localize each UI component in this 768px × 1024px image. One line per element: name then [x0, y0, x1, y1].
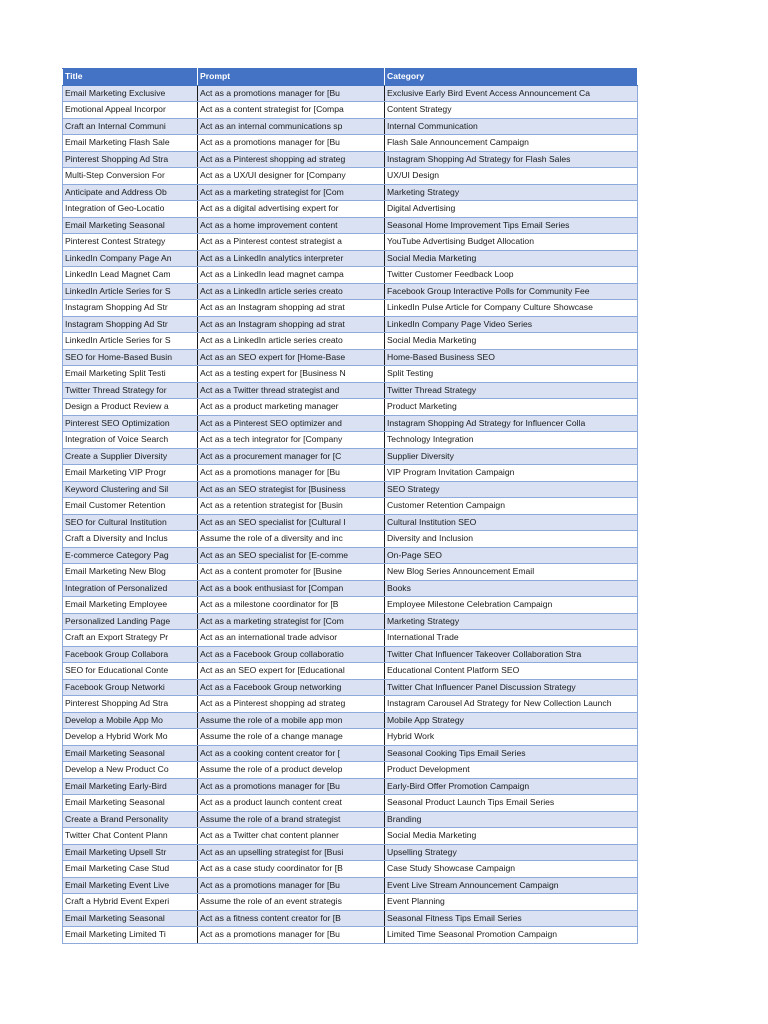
- cell-prompt[interactable]: Act as a marketing strategist for [Com: [198, 613, 385, 630]
- cell-prompt[interactable]: Act as a promotions manager for [Bu: [198, 135, 385, 152]
- cell-category[interactable]: Twitter Chat Influencer Panel Discussion Strategy: [385, 679, 638, 696]
- cell-title[interactable]: Anticipate and Address Ob: [63, 184, 198, 201]
- cell-prompt[interactable]: Act as an SEO expert for [Home-Base: [198, 349, 385, 366]
- header-category[interactable]: Category: [385, 69, 638, 86]
- table-row: [63, 85, 638, 102]
- cell-title[interactable]: Keyword Clustering and Sil: [63, 481, 198, 498]
- cell-prompt[interactable]: Act as a Pinterest shopping ad strateg: [198, 151, 385, 168]
- cell-prompt[interactable]: Act as a digital advertising expert for: [198, 201, 385, 218]
- cell-title[interactable]: Pinterest Shopping Ad Stra: [63, 151, 198, 168]
- cell-category[interactable]: Books: [385, 580, 638, 597]
- table-row: [63, 168, 638, 185]
- table-row: [63, 184, 638, 201]
- cell-title[interactable]: Integration of Voice Search: [63, 432, 198, 449]
- cell-category[interactable]: Limited Time Seasonal Promotion Campaign: [385, 927, 638, 944]
- table-row: [63, 613, 638, 630]
- table-row: [63, 712, 638, 729]
- cell-title[interactable]: Instagram Shopping Ad Str: [63, 300, 198, 317]
- cell-title[interactable]: E-commerce Category Pag: [63, 547, 198, 564]
- cell-category[interactable]: Event Live Stream Announcement Campaign: [385, 877, 638, 894]
- cell-category[interactable]: Supplier Diversity: [385, 448, 638, 465]
- cell-title[interactable]: Pinterest Contest Strategy: [63, 234, 198, 251]
- cell-title[interactable]: Twitter Chat Content Plann: [63, 828, 198, 845]
- cell-prompt[interactable]: Act as a product marketing manager: [198, 399, 385, 416]
- cell-title[interactable]: Craft an Internal Communi: [63, 118, 198, 135]
- cell-category[interactable]: Twitter Customer Feedback Loop: [385, 267, 638, 284]
- cell-title[interactable]: Email Marketing Limited Ti: [63, 927, 198, 944]
- table-row: [63, 877, 638, 894]
- cell-prompt[interactable]: Act as a home improvement content: [198, 217, 385, 234]
- cell-category[interactable]: UX/UI Design: [385, 168, 638, 185]
- cell-prompt[interactable]: Act as a promotions manager for [Bu: [198, 778, 385, 795]
- cell-title[interactable]: Email Marketing Seasonal: [63, 217, 198, 234]
- cell-prompt[interactable]: Act as a Pinterest contest strategist a: [198, 234, 385, 251]
- cell-category[interactable]: Instagram Shopping Ad Strategy for Flash Sales: [385, 151, 638, 168]
- table-row: [63, 745, 638, 762]
- cell-title[interactable]: Craft an Export Strategy Pr: [63, 630, 198, 647]
- cell-prompt[interactable]: Act as a LinkedIn article series creato: [198, 283, 385, 300]
- cell-category[interactable]: Home-Based Business SEO: [385, 349, 638, 366]
- cell-title[interactable]: Email Marketing Case Stud: [63, 861, 198, 878]
- cell-prompt[interactable]: Act as a retention strategist for [Busin: [198, 498, 385, 515]
- table-row: [63, 415, 638, 432]
- cell-category[interactable]: Instagram Shopping Ad Strategy for Influencer Colla: [385, 415, 638, 432]
- cell-prompt[interactable]: Act as a LinkedIn analytics interpreter: [198, 250, 385, 267]
- cell-category[interactable]: Mobile App Strategy: [385, 712, 638, 729]
- table-row: [63, 267, 638, 284]
- cell-prompt[interactable]: Act as a product launch content creat: [198, 795, 385, 812]
- cell-title[interactable]: Craft a Hybrid Event Experi: [63, 894, 198, 911]
- cell-category[interactable]: Digital Advertising: [385, 201, 638, 218]
- cell-title[interactable]: SEO for Cultural Institution: [63, 514, 198, 531]
- cell-prompt[interactable]: Act as a UX/UI designer for [Company: [198, 168, 385, 185]
- cell-category[interactable]: Diversity and Inclusion: [385, 531, 638, 548]
- cell-prompt[interactable]: Act as an SEO specialist for [Cultural I: [198, 514, 385, 531]
- cell-category[interactable]: Internal Communication: [385, 118, 638, 135]
- cell-category[interactable]: Instagram Carousel Ad Strategy for New Collection Launch: [385, 696, 638, 713]
- cell-prompt[interactable]: Act as a testing expert for [Business N: [198, 366, 385, 383]
- cell-title[interactable]: Email Customer Retention: [63, 498, 198, 515]
- cell-title[interactable]: Email Marketing Exclusive: [63, 85, 198, 102]
- cell-prompt[interactable]: Act as a content strategist for [Compa: [198, 102, 385, 119]
- cell-title[interactable]: LinkedIn Lead Magnet Cam: [63, 267, 198, 284]
- table-row: [63, 696, 638, 713]
- cell-title[interactable]: Emotional Appeal Incorpor: [63, 102, 198, 119]
- cell-prompt[interactable]: Act as a LinkedIn lead magnet campa: [198, 267, 385, 284]
- cell-category[interactable]: On-Page SEO: [385, 547, 638, 564]
- cell-category[interactable]: Early-Bird Offer Promotion Campaign: [385, 778, 638, 795]
- cell-prompt[interactable]: Act as an SEO strategist for [Business: [198, 481, 385, 498]
- cell-title[interactable]: LinkedIn Article Series for S: [63, 283, 198, 300]
- table-row: [63, 135, 638, 152]
- cell-title[interactable]: Pinterest SEO Optimization: [63, 415, 198, 432]
- cell-prompt[interactable]: Act as a Facebook Group networking: [198, 679, 385, 696]
- cell-prompt[interactable]: Act as a cooking content creator for [: [198, 745, 385, 762]
- cell-title[interactable]: Twitter Thread Strategy for: [63, 382, 198, 399]
- cell-prompt[interactable]: Act as a Twitter chat content planner: [198, 828, 385, 845]
- cell-prompt[interactable]: Act as an internal communications sp: [198, 118, 385, 135]
- cell-category[interactable]: SEO Strategy: [385, 481, 638, 498]
- table-row: [63, 910, 638, 927]
- table-row: [63, 861, 638, 878]
- cell-category[interactable]: YouTube Advertising Budget Allocation: [385, 234, 638, 251]
- cell-title[interactable]: Email Marketing Seasonal: [63, 745, 198, 762]
- table-row: [63, 399, 638, 416]
- cell-prompt[interactable]: Assume the role of a product develop: [198, 762, 385, 779]
- cell-title[interactable]: Email Marketing Flash Sale: [63, 135, 198, 152]
- cell-title[interactable]: Facebook Group Networki: [63, 679, 198, 696]
- cell-prompt[interactable]: Act as a fitness content creator for [B: [198, 910, 385, 927]
- table-row: [63, 597, 638, 614]
- cell-prompt[interactable]: Act as an upselling strategist for [Busi: [198, 844, 385, 861]
- cell-title[interactable]: Email Marketing VIP Progr: [63, 465, 198, 482]
- cell-category[interactable]: Social Media Marketing: [385, 333, 638, 350]
- cell-category[interactable]: Twitter Thread Strategy: [385, 382, 638, 399]
- cell-prompt[interactable]: Act as a book enthusiast for [Compan: [198, 580, 385, 597]
- cell-category[interactable]: Seasonal Cooking Tips Email Series: [385, 745, 638, 762]
- prompt-table: [62, 68, 638, 944]
- cell-category[interactable]: Social Media Marketing: [385, 828, 638, 845]
- table-row: [63, 663, 638, 680]
- cell-category[interactable]: Twitter Chat Influencer Takeover Collaboration Stra: [385, 646, 638, 663]
- cell-category[interactable]: Product Marketing: [385, 399, 638, 416]
- cell-title[interactable]: Email Marketing Split Testi: [63, 366, 198, 383]
- cell-prompt[interactable]: Assume the role of a change manage: [198, 729, 385, 746]
- cell-category[interactable]: LinkedIn Company Page Video Series: [385, 316, 638, 333]
- table-row: [63, 234, 638, 251]
- table-row: [63, 811, 638, 828]
- cell-prompt[interactable]: Act as a content promoter for [Busine: [198, 564, 385, 581]
- cell-prompt[interactable]: Assume the role of a diversity and inc: [198, 531, 385, 548]
- cell-title[interactable]: Develop a New Product Co: [63, 762, 198, 779]
- cell-title[interactable]: Integration of Geo-Locatio: [63, 201, 198, 218]
- table-row: [63, 217, 638, 234]
- cell-prompt[interactable]: Act as an Instagram shopping ad strat: [198, 300, 385, 317]
- cell-title[interactable]: Integration of Personalized: [63, 580, 198, 597]
- cell-title[interactable]: Email Marketing Event Live: [63, 877, 198, 894]
- table-row: [63, 250, 638, 267]
- cell-prompt[interactable]: Assume the role of a brand strategist: [198, 811, 385, 828]
- table-row: [63, 828, 638, 845]
- cell-title[interactable]: Multi-Step Conversion For: [63, 168, 198, 185]
- cell-prompt[interactable]: Act as a Pinterest shopping ad strateg: [198, 696, 385, 713]
- cell-category[interactable]: Split Testing: [385, 366, 638, 383]
- cell-title[interactable]: Craft a Diversity and Inclus: [63, 531, 198, 548]
- cell-category[interactable]: Event Planning: [385, 894, 638, 911]
- cell-category[interactable]: New Blog Series Announcement Email: [385, 564, 638, 581]
- cell-prompt[interactable]: Act as an Instagram shopping ad strat: [198, 316, 385, 333]
- cell-category[interactable]: Technology Integration: [385, 432, 638, 449]
- table-row: [63, 531, 638, 548]
- cell-category[interactable]: Hybrid Work: [385, 729, 638, 746]
- cell-prompt[interactable]: Act as a LinkedIn article series creato: [198, 333, 385, 350]
- cell-category[interactable]: Seasonal Home Improvement Tips Email Series: [385, 217, 638, 234]
- cell-category[interactable]: Exclusive Early Bird Event Access Announcement Ca: [385, 85, 638, 102]
- cell-category[interactable]: Marketing Strategy: [385, 613, 638, 630]
- cell-title[interactable]: Create a Brand Personality: [63, 811, 198, 828]
- cell-title[interactable]: Instagram Shopping Ad Str: [63, 316, 198, 333]
- cell-category[interactable]: Upselling Strategy: [385, 844, 638, 861]
- table-row: [63, 382, 638, 399]
- cell-category[interactable]: Seasonal Fitness Tips Email Series: [385, 910, 638, 927]
- table-row: [63, 927, 638, 944]
- cell-title[interactable]: Email Marketing Upsell Str: [63, 844, 198, 861]
- header-row: [63, 69, 638, 86]
- cell-prompt[interactable]: Act as a Pinterest SEO optimizer and: [198, 415, 385, 432]
- table-row: [63, 547, 638, 564]
- cell-prompt[interactable]: Act as a promotions manager for [Bu: [198, 927, 385, 944]
- cell-prompt[interactable]: Act as a tech integrator for [Company: [198, 432, 385, 449]
- table-row: [63, 300, 638, 317]
- cell-category[interactable]: VIP Program Invitation Campaign: [385, 465, 638, 482]
- cell-title[interactable]: Email Marketing Employee: [63, 597, 198, 614]
- table-row: [63, 151, 638, 168]
- cell-title[interactable]: Create a Supplier Diversity: [63, 448, 198, 465]
- table-row: [63, 283, 638, 300]
- cell-category[interactable]: Educational Content Platform SEO: [385, 663, 638, 680]
- header-prompt[interactable]: Prompt: [198, 69, 385, 86]
- cell-category[interactable]: Facebook Group Interactive Polls for Community Fee: [385, 283, 638, 300]
- cell-title[interactable]: SEO for Educational Conte: [63, 663, 198, 680]
- cell-prompt[interactable]: Act as a Facebook Group collaboratio: [198, 646, 385, 663]
- table-row: [63, 762, 638, 779]
- cell-category[interactable]: Cultural Institution SEO: [385, 514, 638, 531]
- cell-category[interactable]: Employee Milestone Celebration Campaign: [385, 597, 638, 614]
- cell-title[interactable]: Email Marketing Early-Bird: [63, 778, 198, 795]
- cell-category[interactable]: Content Strategy: [385, 102, 638, 119]
- cell-category[interactable]: Seasonal Product Launch Tips Email Series: [385, 795, 638, 812]
- cell-title[interactable]: SEO for Home-Based Busin: [63, 349, 198, 366]
- table-row: [63, 448, 638, 465]
- cell-prompt[interactable]: Act as a procurement manager for [C: [198, 448, 385, 465]
- cell-category[interactable]: Case Study Showcase Campaign: [385, 861, 638, 878]
- cell-title[interactable]: Design a Product Review a: [63, 399, 198, 416]
- table-row: [63, 646, 638, 663]
- cell-prompt[interactable]: Act as an SEO specialist for [E-comme: [198, 547, 385, 564]
- table-row: [63, 316, 638, 333]
- table-row: [63, 778, 638, 795]
- table-row: [63, 333, 638, 350]
- table-row: [63, 102, 638, 119]
- table-row: [63, 498, 638, 515]
- cell-category[interactable]: Product Development: [385, 762, 638, 779]
- table-row: [63, 481, 638, 498]
- table-row: [63, 844, 638, 861]
- cell-category[interactable]: International Trade: [385, 630, 638, 647]
- table-row: [63, 366, 638, 383]
- cell-category[interactable]: Customer Retention Campaign: [385, 498, 638, 515]
- table-row: [63, 894, 638, 911]
- table-body: [63, 85, 638, 943]
- cell-category[interactable]: LinkedIn Pulse Article for Company Culture Showcase: [385, 300, 638, 317]
- cell-title[interactable]: Develop a Mobile App Mo: [63, 712, 198, 729]
- cell-category[interactable]: Marketing Strategy: [385, 184, 638, 201]
- table-row: [63, 679, 638, 696]
- cell-category[interactable]: Branding: [385, 811, 638, 828]
- cell-title[interactable]: Personalized Landing Page: [63, 613, 198, 630]
- cell-prompt[interactable]: Act as a milestone coordinator for [B: [198, 597, 385, 614]
- cell-title[interactable]: Email Marketing New Blog: [63, 564, 198, 581]
- cell-prompt[interactable]: Act as a promotions manager for [Bu: [198, 85, 385, 102]
- cell-category[interactable]: Social Media Marketing: [385, 250, 638, 267]
- cell-category[interactable]: Flash Sale Announcement Campaign: [385, 135, 638, 152]
- cell-prompt[interactable]: Assume the role of an event strategis: [198, 894, 385, 911]
- table-row: [63, 514, 638, 531]
- cell-prompt[interactable]: Act as a Twitter thread strategist and: [198, 382, 385, 399]
- spreadsheet: [62, 68, 638, 944]
- table-row: [63, 349, 638, 366]
- table-row: [63, 118, 638, 135]
- table-row: [63, 580, 638, 597]
- table-row: [63, 432, 638, 449]
- cell-title[interactable]: LinkedIn Article Series for S: [63, 333, 198, 350]
- table-row: [63, 201, 638, 218]
- cell-prompt[interactable]: Act as a promotions manager for [Bu: [198, 465, 385, 482]
- table-row: [63, 564, 638, 581]
- cell-prompt[interactable]: Assume the role of a mobile app mon: [198, 712, 385, 729]
- cell-title[interactable]: Email Marketing Seasonal: [63, 910, 198, 927]
- table-row: [63, 729, 638, 746]
- cell-prompt[interactable]: Act as an international trade advisor: [198, 630, 385, 647]
- cell-title[interactable]: LinkedIn Company Page An: [63, 250, 198, 267]
- cell-title[interactable]: Pinterest Shopping Ad Stra: [63, 696, 198, 713]
- table-row: [63, 630, 638, 647]
- table-row: [63, 465, 638, 482]
- cell-title[interactable]: Facebook Group Collabora: [63, 646, 198, 663]
- cell-prompt[interactable]: Act as an SEO expert for [Educational: [198, 663, 385, 680]
- cell-title[interactable]: Develop a Hybrid Work Mo: [63, 729, 198, 746]
- cell-title[interactable]: Email Marketing Seasonal: [63, 795, 198, 812]
- table-row: [63, 795, 638, 812]
- cell-prompt[interactable]: Act as a case study coordinator for [B: [198, 861, 385, 878]
- cell-prompt[interactable]: Act as a marketing strategist for [Com: [198, 184, 385, 201]
- header-title[interactable]: Title: [63, 69, 198, 86]
- cell-prompt[interactable]: Act as a promotions manager for [Bu: [198, 877, 385, 894]
